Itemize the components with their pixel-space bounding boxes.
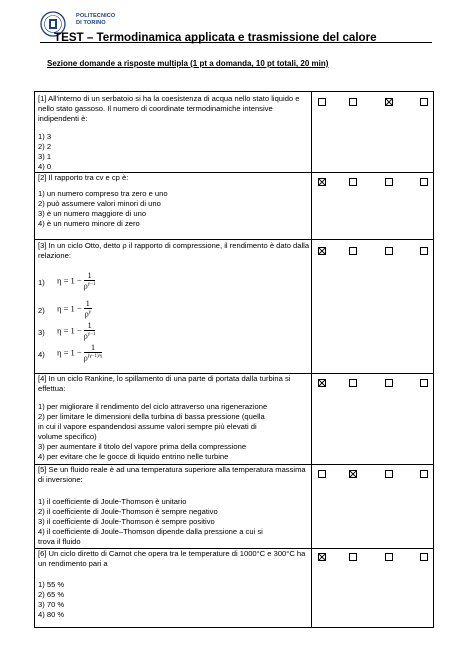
question-4-option-1: 1) per migliorare il rendimento del ciclo attraverso una rigenerazione xyxy=(38,402,268,411)
question-3-formula-2 xyxy=(57,300,92,319)
question-5-answer-1-checkbox[interactable] xyxy=(318,470,326,478)
question-3-option-1: 1) xyxy=(38,278,45,287)
logo-text-line2: DI TORINO xyxy=(76,20,106,26)
question-2-option-4: 4) è un numero minore di zero xyxy=(38,219,140,228)
question-2-answer-3-checkbox[interactable] xyxy=(385,178,393,186)
question-sheet xyxy=(34,91,434,628)
question-1-option-2: 2) 2 xyxy=(38,142,52,151)
question-6-option-4: 4) 80 % xyxy=(38,610,65,619)
question-6-option-3: 3) 70 % xyxy=(38,600,65,609)
question-3-answer-3-checkbox[interactable] xyxy=(385,247,393,255)
formula-prefix: η = 1 − xyxy=(57,303,82,314)
formula-base: ρ xyxy=(83,281,88,291)
question-1-text: [1] All'interno di un serbatoio si ha la coesistenza di acqua nello stato liquido e nello stato gassoso. Il numero di coordinate termodinamiche intensive indipendenti è: xyxy=(38,94,300,123)
question-6-answer-2-checkbox[interactable] xyxy=(349,553,357,561)
question-3-formula-3 xyxy=(57,322,95,341)
question-3-answer-1-checkbox[interactable] xyxy=(318,247,326,255)
formula-prefix: η = 1 − xyxy=(57,347,82,358)
question-6-option-2: 2) 65 % xyxy=(38,590,65,599)
question-4-option-2-cont-2: volume specifico) xyxy=(38,432,97,441)
question-2-option-2: 2) può assumere valori minori di uno xyxy=(38,199,161,208)
question-4-answer-1-checkbox[interactable] xyxy=(318,379,326,387)
question-1-answer-1-checkbox[interactable] xyxy=(318,98,326,106)
question-4-answer-2-checkbox[interactable] xyxy=(349,379,357,387)
question-4-answer-4-checkbox[interactable] xyxy=(420,379,428,387)
header-rule xyxy=(40,42,432,43)
question-2-answer-2-checkbox[interactable] xyxy=(349,178,357,186)
question-divider xyxy=(35,239,433,240)
formula-exponent: (γ−1)/γ xyxy=(87,354,103,359)
page-title: TEST – Termodinamica applicata e trasmissione del calore xyxy=(54,31,377,44)
question-4-text: [4] In un ciclo Rankine, lo spillamento di una parte di portata dalla turbina si effettua: xyxy=(38,374,291,393)
question-1-option-3: 3) 1 xyxy=(38,152,52,161)
question-6-answer-1-checkbox[interactable] xyxy=(318,553,326,561)
question-3-formula-1 xyxy=(57,272,95,291)
question-6-answer-3-checkbox[interactable] xyxy=(385,553,393,561)
question-5-answer-4-checkbox[interactable] xyxy=(420,470,428,478)
formula-prefix: η = 1 − xyxy=(57,325,82,336)
question-2-option-1: 1) un numero compreso tra zero e uno xyxy=(38,189,168,198)
question-3-option-3: 3) xyxy=(38,328,45,337)
question-3-option-2: 2) xyxy=(38,306,45,315)
question-5-option-4: 4) il coefficiente di Joule–Thomson dipende dalla pressione a cui si xyxy=(38,527,263,536)
question-4-answer-3-checkbox[interactable] xyxy=(385,379,393,387)
question-3-formula-4 xyxy=(57,344,102,363)
question-2-option-3: 3) è un numero maggiore di uno xyxy=(38,209,147,218)
question-5-answer-2-checkbox[interactable] xyxy=(349,470,357,478)
question-4-option-4: 4) per evitare che le gocce di liquido entrino nelle turbine xyxy=(38,452,229,461)
question-2-answer-1-checkbox[interactable] xyxy=(318,178,326,186)
question-3-text: [3] In un ciclo Otto, detto ρ il rapporto di compressione, il rendimento è dato dalla relazione: xyxy=(38,241,310,260)
formula-exponent: γ xyxy=(88,310,91,315)
formula-exponent: γ−1 xyxy=(87,282,96,287)
question-1-option-1: 1) 3 xyxy=(38,132,52,141)
question-1-answer-3-checkbox[interactable] xyxy=(385,98,393,106)
question-1-answer-4-checkbox[interactable] xyxy=(420,98,428,106)
question-5-text: [5] Se un fluido reale è ad una temperatura superiore alla temperatura massima di inversione: xyxy=(38,465,306,484)
formula-prefix: η = 1 − xyxy=(57,275,82,286)
formula-base: ρ xyxy=(83,353,88,363)
question-6-answer-4-checkbox[interactable] xyxy=(420,553,428,561)
formula-numerator: 1 xyxy=(84,344,102,353)
section-title: Sezione domande a risposte multipla (1 pt a domanda, 10 pt totali, 20 min) xyxy=(47,59,329,68)
logo-text-line1: POLITECNICO xyxy=(76,13,116,19)
question-5-option-2: 2) il coefficiente di Joule-Thomson è sempre negativo xyxy=(38,507,218,516)
formula-exponent: γ−1 xyxy=(87,332,96,337)
logo-text xyxy=(76,13,115,27)
formula-numerator: 1 xyxy=(84,272,96,281)
question-4-option-2: 2) per limitare le dimensioni della turbina di bassa pressione (quella xyxy=(38,412,265,421)
question-4-option-3: 3) per aumentare il titolo del vapore prima della compressione xyxy=(38,442,247,451)
question-5-option-1: 1) il coefficiente di Joule-Thomson è unitario xyxy=(38,497,187,506)
question-3-option-4: 4) xyxy=(38,350,45,359)
formula-base: ρ xyxy=(84,309,89,319)
question-3-answer-4-checkbox[interactable] xyxy=(420,247,428,255)
question-6-option-1: 1) 55 % xyxy=(38,580,65,589)
question-5-option-3: 3) il coefficiente di Joule-Thomson è sempre positivo xyxy=(38,517,215,526)
question-5-answer-3-checkbox[interactable] xyxy=(385,470,393,478)
formula-numerator: 1 xyxy=(84,322,96,331)
question-2-answer-4-checkbox[interactable] xyxy=(420,178,428,186)
question-4-option-2-cont-1: in cui il vapore espandendosi assume valori sempre più elevati di xyxy=(38,422,257,431)
formula-numerator: 1 xyxy=(85,299,90,308)
question-1-answer-2-checkbox[interactable] xyxy=(349,98,357,106)
question-2-text: [2] Il rapporto tra cv e cp è: xyxy=(38,173,129,182)
question-5-option-4-cont: trova il fluido xyxy=(38,537,81,546)
question-1-option-4: 4) 0 xyxy=(38,162,52,171)
question-3-answer-2-checkbox[interactable] xyxy=(349,247,357,255)
question-6-text: [6] Un ciclo diretto di Carnot che opera tra le temperature di 1000°C e 300°C ha un rendimento pari a xyxy=(38,549,306,568)
formula-base: ρ xyxy=(83,331,88,341)
